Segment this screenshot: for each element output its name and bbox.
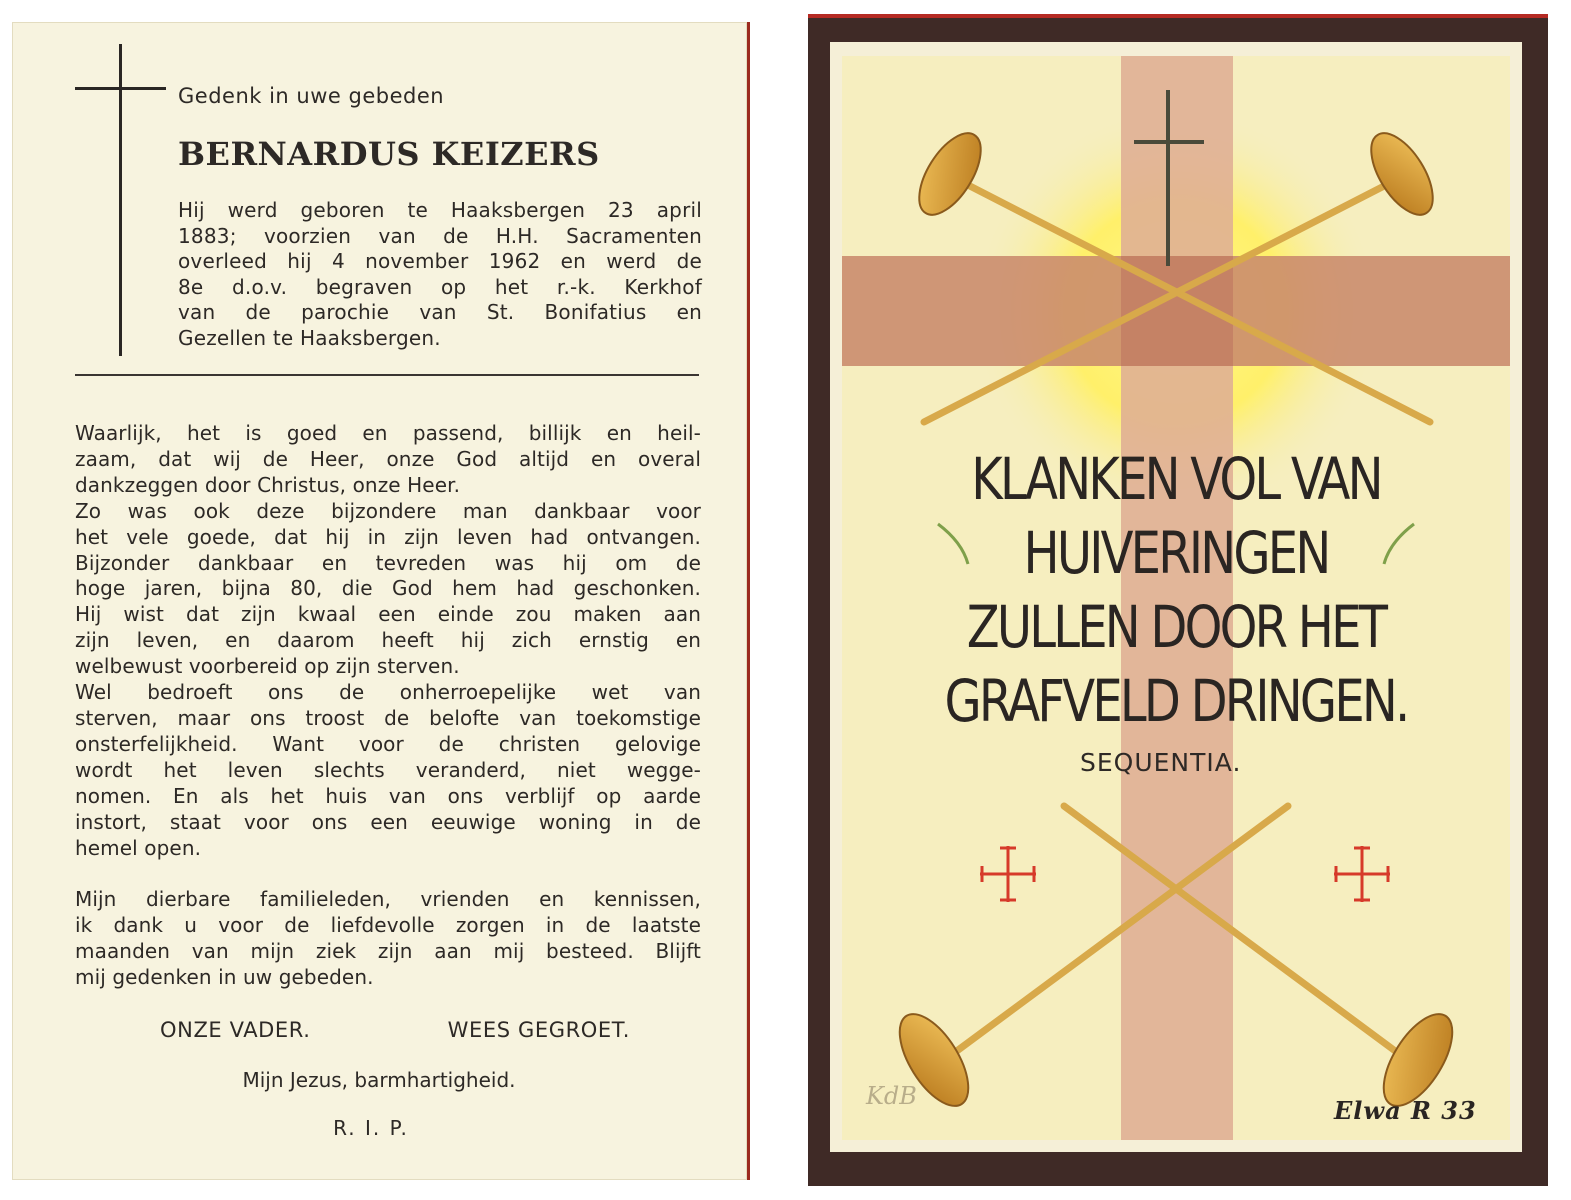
verse-line: ZULLEN DOOR HET [966, 593, 1386, 661]
body-line: wordt het leven slechts veranderd, niet wegge- [75, 757, 701, 782]
publisher-code: Elwa R 33 [1334, 1096, 1477, 1125]
intro-line: Gedenk in uwe gebeden [178, 84, 445, 108]
illustration [842, 56, 1510, 1140]
body-line: Wel bedroeft ons de onherroepelijke wet van [75, 680, 701, 705]
bio-line: 1883; voorzien van de H.H. Sacramenten [178, 223, 702, 248]
memorial-card-text-side [12, 22, 750, 1180]
memorial-text [75, 421, 701, 991]
cross-icon-horizontal [75, 87, 166, 90]
farewell-line: ik dank u voor de liefdevolle zorgen in de laatste [75, 913, 701, 938]
verse-line: HUIVERINGEN [1023, 519, 1329, 587]
body-line: Zo was ook deze bijzondere man dankbaar voor [75, 498, 701, 523]
bio-line: 8e d.o.v. begraven op het r.-k. Kerkhof [178, 274, 702, 299]
memorial-card-image-side [808, 14, 1548, 1186]
bio-line: overleed hij 4 november 1962 en werd de [178, 249, 702, 274]
body-line: onsterfelijkheid. Want voor de christen gelovige [75, 731, 701, 756]
verse-line: KLANKEN VOL VAN [971, 445, 1381, 513]
body-line: nomen. En als het huis van ons verblijf op aarde [75, 783, 701, 808]
verse [869, 442, 1484, 738]
farewell-line: Mijn dierbare familieleden, vrienden en kennissen, [75, 887, 701, 912]
verse-line: GRAFVELD DRINGEN. [944, 667, 1408, 735]
body-line: Hij wist dat zijn kwaal een einde zou maken aan [75, 602, 701, 627]
invocation: Mijn Jezus, barmhartigheid. [242, 1068, 516, 1092]
bio-line: Hij werd geboren te Haaksbergen 23 april [178, 198, 702, 222]
bio-line: van de parochie van St. Bonifatius en [178, 300, 702, 325]
body-line: hemel open. [75, 835, 202, 860]
farewell-line: maanden van mijn ziek zijn aan mij besteed. Blijft [75, 939, 701, 964]
bio-line: Gezellen te Haaksbergen. [178, 325, 441, 350]
prayer-onze-vader: ONZE VADER. [160, 1018, 311, 1042]
prayer-wees-gegroet: WEES GEGROET. [447, 1018, 630, 1042]
body-line: Waarlijk, het is goed en passend, billijk en heil- [75, 421, 701, 445]
verse-source: SEQUENTIA. [1080, 748, 1242, 777]
body-line: zaam, dat wij de Heer, onze God altijd en overal [75, 446, 701, 471]
farewell-line: mij gedenken in uw gebeden. [75, 965, 374, 990]
prayers [160, 1018, 630, 1042]
body-line: zijn leven, en daarom heeft hij zich ernstig en [75, 628, 701, 653]
cross-icon-vertical [119, 44, 122, 356]
deceased-name: BERNARDUS KEIZERS [178, 135, 600, 173]
body-line: Bijzonder dankbaar en tevreden was hij om de [75, 550, 701, 575]
body-line: welbewust voorbereid op zijn sterven. [75, 654, 460, 679]
biography [178, 198, 702, 352]
body-line: het vele goede, dat hij in zijn leven had ontvangen. [75, 524, 701, 549]
body-line: instort, staat voor ons een eeuwige woning in de [75, 809, 701, 834]
section-divider [75, 374, 699, 376]
artist-signature: KdB [866, 1082, 917, 1110]
rip-text: R. I. P. [333, 1116, 409, 1140]
body-line: dankzeggen door Christus, onze Heer. [75, 472, 461, 497]
body-line: sterven, maar ons troost de belofte van toekomstige [75, 705, 701, 730]
body-line: hoge jaren, bijna 80, die God hem had geschonken. [75, 576, 701, 601]
paragraph-gap [75, 861, 701, 887]
